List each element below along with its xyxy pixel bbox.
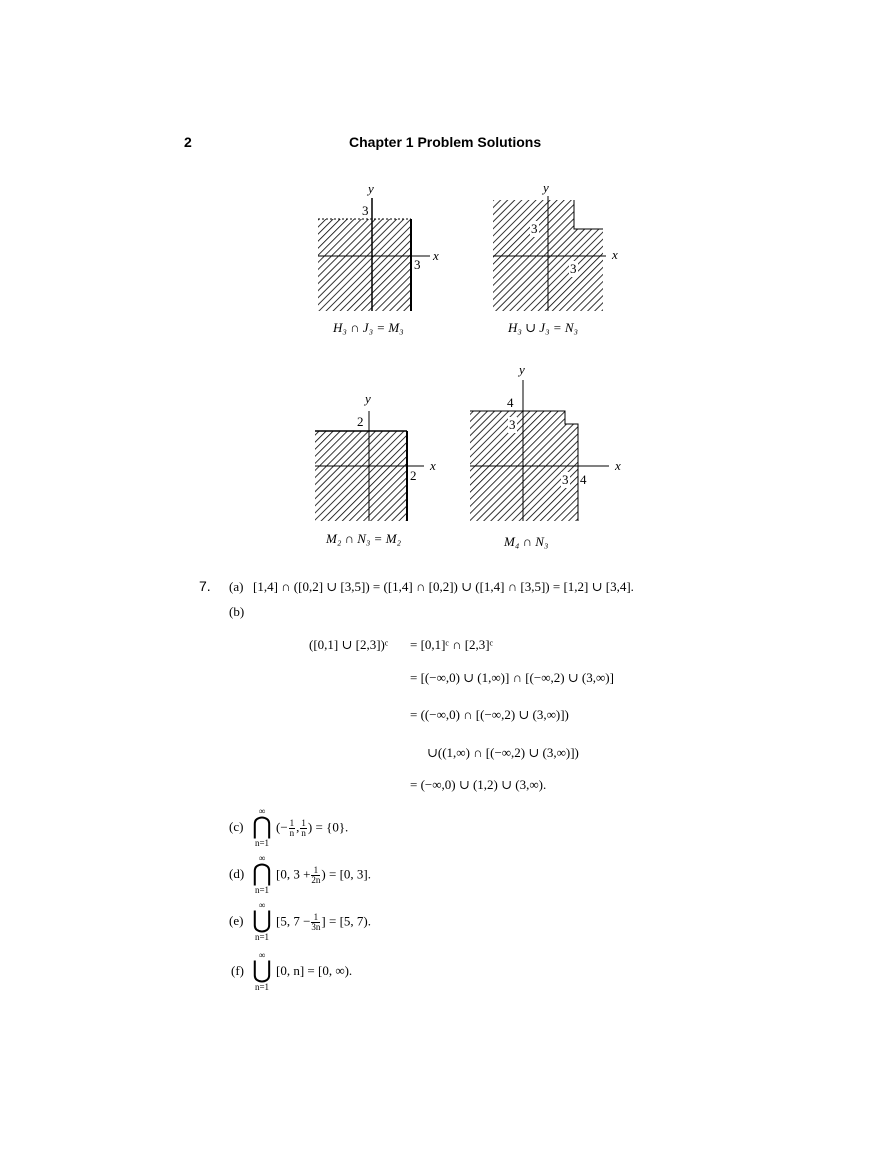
figure-m2-intersect-n3	[315, 411, 424, 521]
x-axis-label: x	[612, 247, 618, 262]
big-intersection: ∞ ⋂ n=1	[252, 806, 272, 848]
y-tick-label: 3	[531, 221, 538, 236]
part-c-label: (c)	[229, 819, 244, 834]
figure-caption: H₃ ∪ J₃ = N₃	[508, 320, 579, 335]
y-axis-label: y	[368, 181, 374, 196]
x-tick-label: 2	[410, 468, 417, 483]
figure-h3-union-j3	[493, 196, 606, 311]
y-axis-label: y	[519, 362, 525, 377]
part-e-expression: [5, 7 − $\frac{1}{3n}$ ] = [5, 7).	[276, 912, 371, 932]
shaded-region	[315, 431, 407, 521]
part-f-label: (f)	[231, 963, 244, 978]
x-tick-4-label: 4	[580, 472, 587, 487]
part-b-lhs: ([0,1] ∪ [2,3])ᶜ	[309, 637, 389, 652]
big-union: ∞ ⋃ n=1	[252, 950, 272, 992]
x-tick-label: 3	[414, 257, 421, 272]
part-b-line: = [0,1]ᶜ ∩ [2,3]ᶜ	[410, 637, 493, 652]
part-a-label: (a)	[229, 579, 244, 594]
region-figures	[0, 0, 893, 560]
x-tick-label: 3	[570, 261, 577, 276]
part-e-label: (e)	[229, 913, 244, 928]
big-intersection: ∞ ⋂ n=1	[252, 853, 272, 895]
y-tick-label: 2	[357, 414, 364, 429]
y-axis-label: y	[365, 391, 371, 406]
part-f-expression: [0, n] = [0, ∞).	[276, 963, 353, 978]
shaded-region	[318, 219, 411, 311]
figure-caption: H₃ ∩ J₃ = M₃	[333, 320, 404, 335]
part-a-equation: [1,4] ∩ ([0,2] ∪ [3,5]) = ([1,4] ∩ [0,2]) ∪ ([1,4] ∩ [3,5]) = [1,2] ∪ [3,4].	[253, 579, 634, 594]
figure-m4-intersect-n3	[470, 380, 609, 521]
figure-h3-intersect-j3	[318, 198, 430, 311]
big-union: ∞ ⋃ n=1	[252, 900, 272, 942]
part-d-expression: [0, 3 + $\frac{1}{2n}$ ) = [0, 3].	[276, 865, 371, 885]
y-tick-3-label: 3	[509, 417, 516, 432]
figure-caption: M₂ ∩ N₃ = M₂	[326, 531, 402, 546]
running-title: Chapter 1 Problem Solutions	[349, 134, 542, 150]
page-number: 2	[184, 134, 192, 150]
part-b-line: ∪((1,∞) ∩ [(−∞,2) ∪ (3,∞)])	[427, 745, 579, 760]
x-tick-3-label: 3	[562, 472, 569, 487]
problem-number: 7.	[199, 578, 211, 594]
y-axis-label: y	[543, 180, 549, 195]
part-d-label: (d)	[229, 866, 245, 881]
part-b-line: = ((−∞,0) ∩ [(−∞,2) ∪ (3,∞)])	[410, 707, 569, 722]
part-b-line: = [(−∞,0) ∪ (1,∞)] ∩ [(−∞,2) ∪ (3,∞)]	[410, 670, 614, 685]
x-axis-label: x	[433, 248, 439, 263]
y-tick-label: 3	[362, 203, 369, 218]
y-tick-4-label: 4	[507, 395, 514, 410]
part-b-line: = (−∞,0) ∪ (1,2) ∪ (3,∞).	[410, 777, 547, 792]
x-axis-label: x	[430, 458, 436, 473]
x-axis-label: x	[615, 458, 621, 473]
figure-caption: M₄ ∩ N₃	[504, 534, 549, 549]
part-c-expression: (− $\frac{1}{n}$ , $\frac{1}{n}$ ) = {0}.	[276, 818, 349, 838]
part-b-label: (b)	[229, 604, 245, 619]
